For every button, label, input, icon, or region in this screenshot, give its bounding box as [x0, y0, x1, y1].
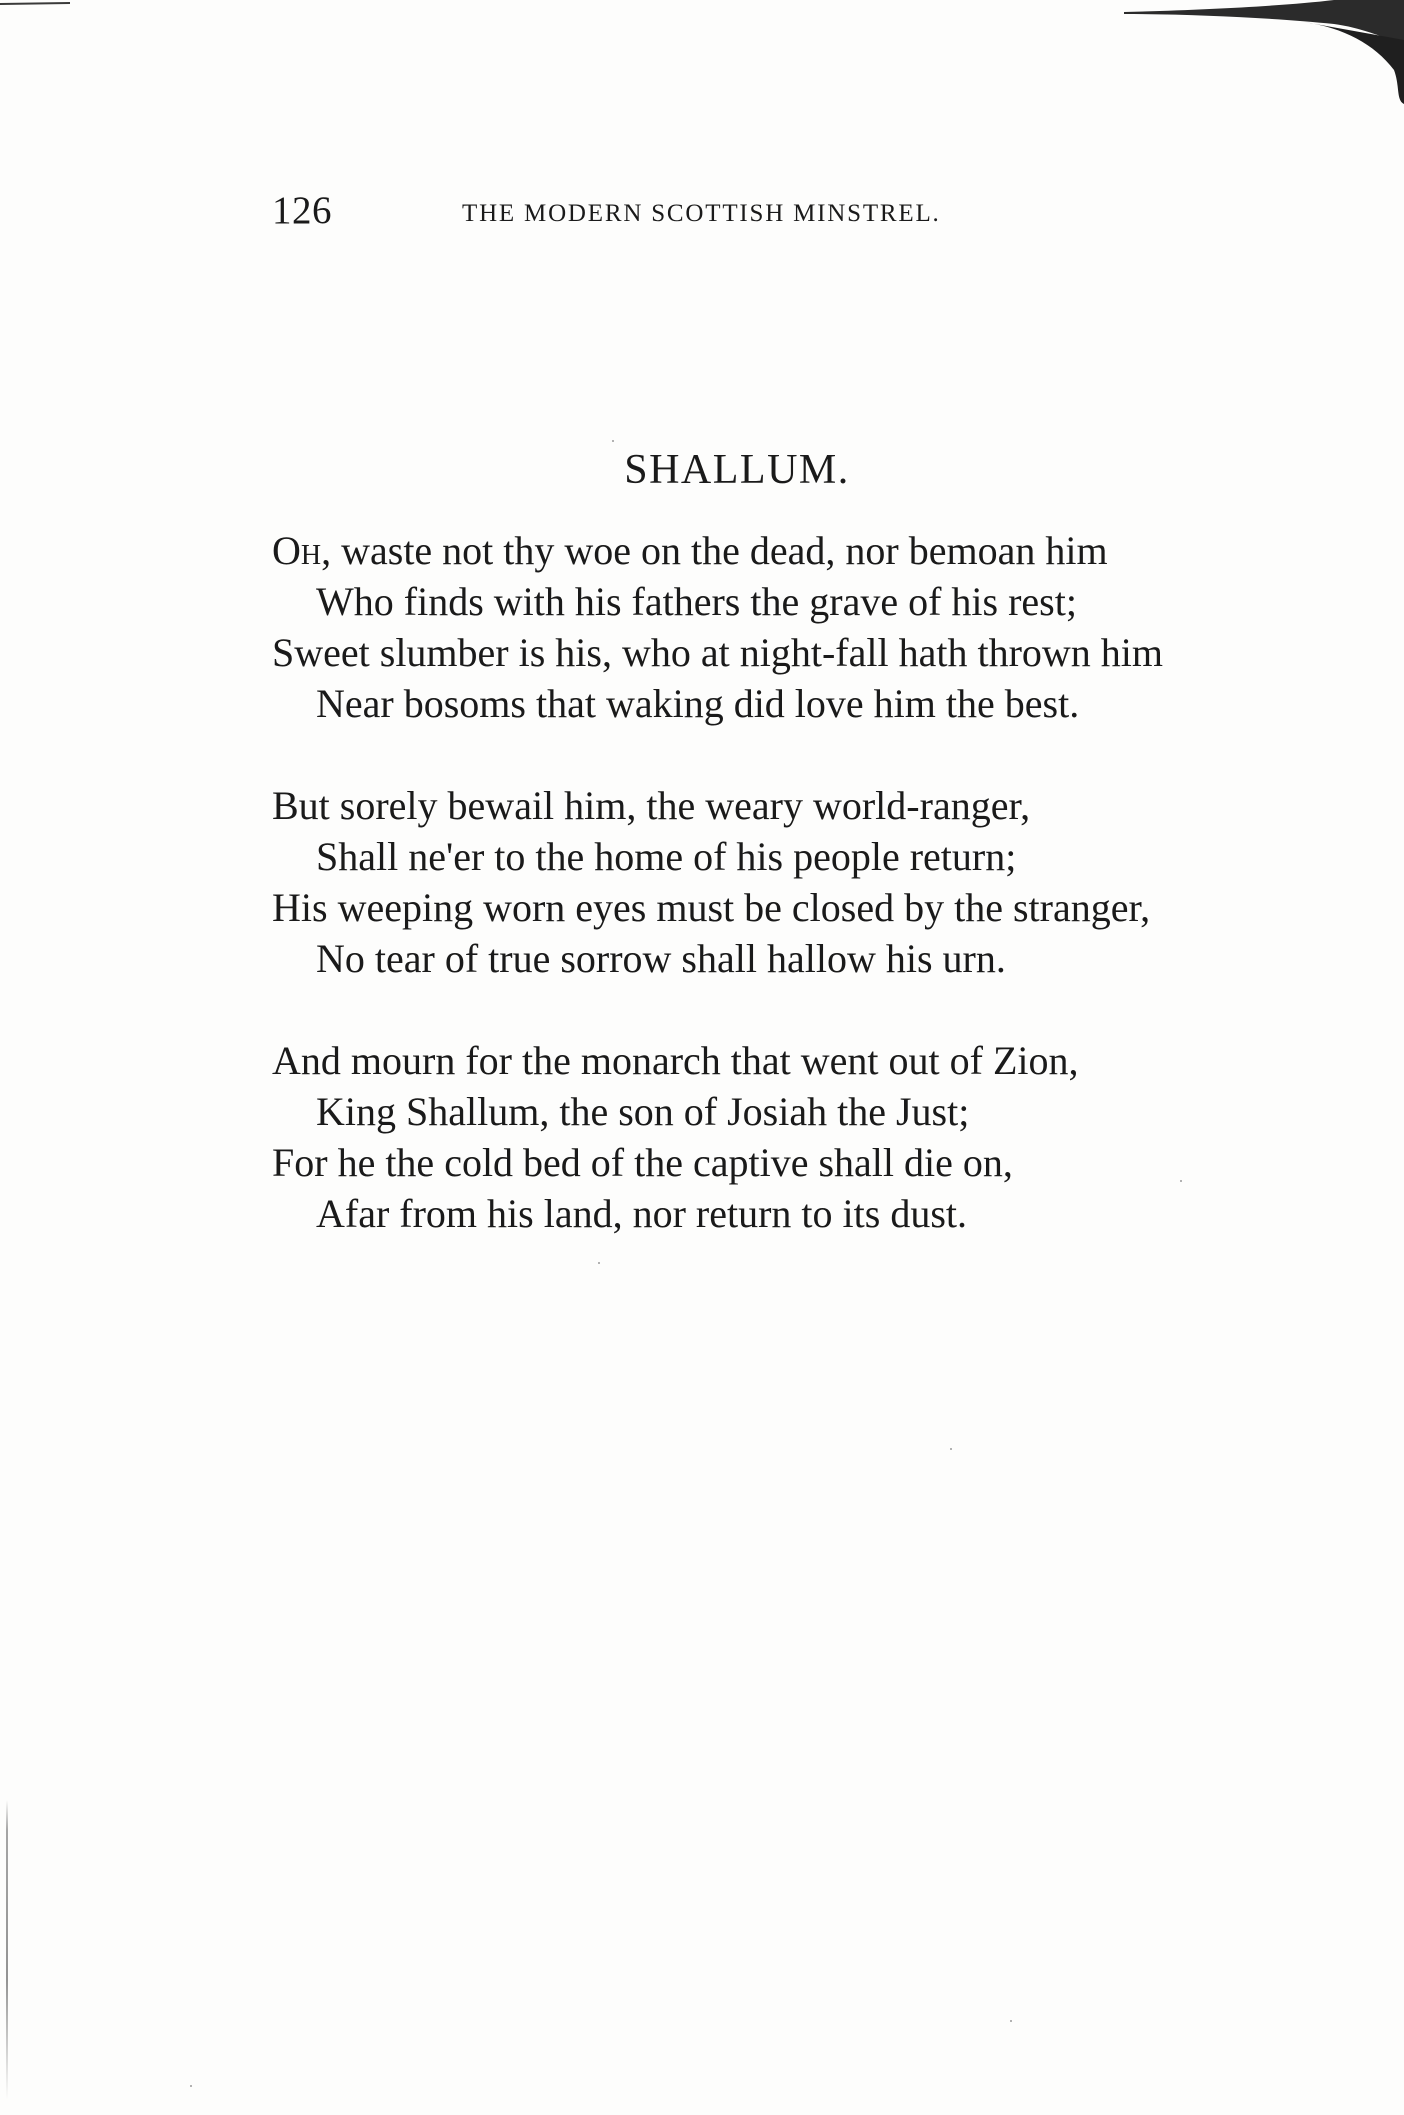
scan-corner-shadow [1104, 0, 1404, 110]
poem-line: Who finds with his fathers the grave of his rest; [316, 579, 1077, 624]
page-number: 126 [272, 189, 332, 232]
poem-line: Sweet slumber is his, who at night-fall hath thrown him [272, 630, 1163, 675]
stanza [272, 1035, 1272, 1239]
running-header [272, 188, 1102, 238]
poem-line: His weeping worn eyes must be closed by the stranger, [272, 885, 1151, 930]
paper-speck [612, 440, 614, 442]
poem-body [272, 525, 1272, 1290]
paper-speck [1010, 2020, 1012, 2022]
paper-speck [950, 1448, 952, 1450]
scan-edge-line [6, 1800, 8, 2100]
poem-line: Near bosoms that waking did love him the best. [316, 681, 1080, 726]
poem-line: For he the cold bed of the captive shall die on, [272, 1140, 1013, 1185]
poem-line: Afar from his land, nor return to its dust. [316, 1191, 967, 1236]
poem-line: And mourn for the monarch that went out of Zion, [272, 1038, 1079, 1083]
poem-line: King Shallum, the son of Josiah the Just; [316, 1089, 970, 1134]
poem-line: No tear of true sorrow shall hallow his urn. [316, 936, 1006, 981]
paper-speck [598, 1262, 600, 1264]
poem-line: Shall ne'er to the home of his people return; [316, 834, 1017, 879]
stanza [272, 525, 1272, 729]
stanza [272, 780, 1272, 984]
paper-speck [190, 2085, 192, 2087]
paper-speck [1180, 1180, 1182, 1182]
poem-line: Oh, waste not thy woe on the dead, nor bemoan him [272, 528, 1108, 573]
poem-title: SHALLUM. [624, 447, 850, 493]
running-title: THE MODERN SCOTTISH MINSTREL. [462, 200, 941, 227]
scan-edge-mark [0, 0, 70, 6]
poem-line: But sorely bewail him, the weary world-ranger, [272, 783, 1031, 828]
